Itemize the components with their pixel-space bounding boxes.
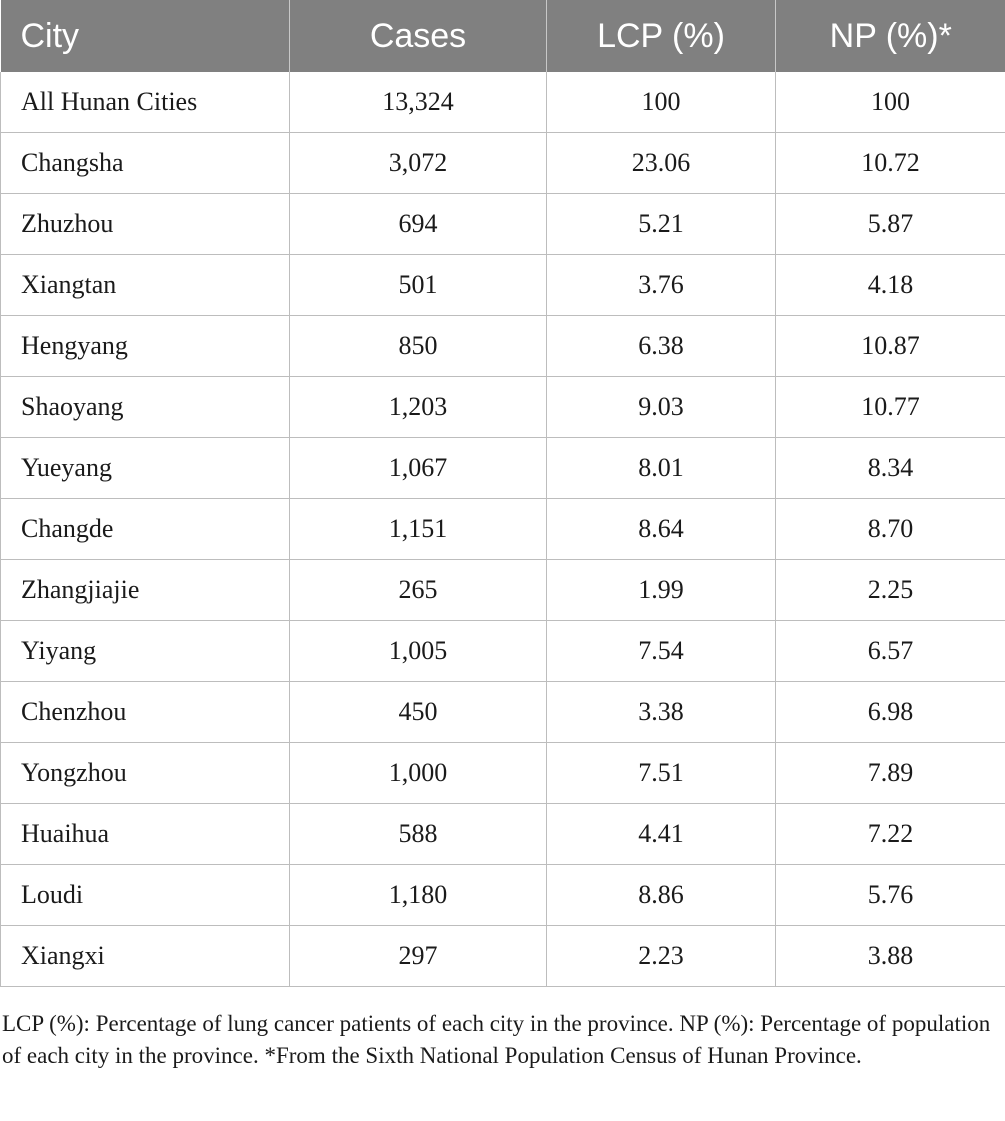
- table-row: [1, 804, 1005, 865]
- header-row: [1, 0, 1005, 72]
- cell-lcp: 8.64: [547, 499, 776, 560]
- cell-np: 6.57: [776, 621, 1005, 682]
- cell-cases: 1,067: [290, 438, 547, 499]
- cell-cases: 501: [290, 255, 547, 316]
- cell-cases: 1,151: [290, 499, 547, 560]
- cell-lcp: 6.38: [547, 316, 776, 377]
- table-header: [1, 0, 1005, 72]
- cell-np: 3.88: [776, 926, 1005, 987]
- table-body: [1, 72, 1005, 987]
- cell-cases: 694: [290, 194, 547, 255]
- cell-cases: 450: [290, 682, 547, 743]
- cell-np: 8.70: [776, 499, 1005, 560]
- table-row: [1, 499, 1005, 560]
- cell-lcp: 2.23: [547, 926, 776, 987]
- cell-city: Yongzhou: [1, 743, 290, 804]
- table-footnote: LCP (%): Percentage of lung cancer patients of each city in the province. NP (%): Percentage of population of each city in the province. *From the Sixth National Population Census of Hunan Province.: [2, 1011, 991, 1068]
- header-lcp: LCP (%): [547, 0, 776, 72]
- table-row: [1, 560, 1005, 621]
- cell-city: Yueyang: [1, 438, 290, 499]
- cell-np: 2.25: [776, 560, 1005, 621]
- cell-np: 7.22: [776, 804, 1005, 865]
- cell-cases: 850: [290, 316, 547, 377]
- cell-cases: 588: [290, 804, 547, 865]
- cell-lcp: 9.03: [547, 377, 776, 438]
- table-row: [1, 438, 1005, 499]
- cell-city: Changsha: [1, 133, 290, 194]
- table-row: [1, 316, 1005, 377]
- cell-cases: 3,072: [290, 133, 547, 194]
- cell-city: Zhuzhou: [1, 194, 290, 255]
- cell-lcp: 7.54: [547, 621, 776, 682]
- cell-city: Yiyang: [1, 621, 290, 682]
- cell-np: 8.34: [776, 438, 1005, 499]
- cell-np: 7.89: [776, 743, 1005, 804]
- cell-cases: 297: [290, 926, 547, 987]
- cell-city: Huaihua: [1, 804, 290, 865]
- table-row: [1, 194, 1005, 255]
- cell-np: 100: [776, 72, 1005, 133]
- cell-lcp: 5.21: [547, 194, 776, 255]
- cell-lcp: 23.06: [547, 133, 776, 194]
- cell-city: Xiangxi: [1, 926, 290, 987]
- table-row: [1, 621, 1005, 682]
- cell-city: Shaoyang: [1, 377, 290, 438]
- cell-city: Loudi: [1, 865, 290, 926]
- cell-city: Chenzhou: [1, 682, 290, 743]
- cell-lcp: 8.01: [547, 438, 776, 499]
- table-row: [1, 926, 1005, 987]
- cell-cases: 1,180: [290, 865, 547, 926]
- cell-lcp: 3.38: [547, 682, 776, 743]
- cell-np: 10.77: [776, 377, 1005, 438]
- table-row: [1, 682, 1005, 743]
- table-row: [1, 133, 1005, 194]
- cell-np: 5.76: [776, 865, 1005, 926]
- cell-lcp: 1.99: [547, 560, 776, 621]
- cell-city: All Hunan Cities: [1, 72, 290, 133]
- cell-cases: 13,324: [290, 72, 547, 133]
- header-city: City: [1, 0, 290, 72]
- cell-cases: 1,000: [290, 743, 547, 804]
- table-row: [1, 377, 1005, 438]
- cell-np: 10.87: [776, 316, 1005, 377]
- header-cases: Cases: [290, 0, 547, 72]
- cell-lcp: 7.51: [547, 743, 776, 804]
- cell-city: Hengyang: [1, 316, 290, 377]
- cell-lcp: 100: [547, 72, 776, 133]
- cell-city: Zhangjiajie: [1, 560, 290, 621]
- cell-np: 10.72: [776, 133, 1005, 194]
- cell-lcp: 3.76: [547, 255, 776, 316]
- cell-cases: 265: [290, 560, 547, 621]
- cell-cases: 1,203: [290, 377, 547, 438]
- table-row: [1, 72, 1005, 133]
- cell-lcp: 4.41: [547, 804, 776, 865]
- cell-cases: 1,005: [290, 621, 547, 682]
- header-np: NP (%)*: [776, 0, 1005, 72]
- table-row: [1, 255, 1005, 316]
- table-row: [1, 743, 1005, 804]
- table-row: [1, 865, 1005, 926]
- cell-city: Changde: [1, 499, 290, 560]
- cell-np: 4.18: [776, 255, 1005, 316]
- cell-np: 6.98: [776, 682, 1005, 743]
- cell-lcp: 8.86: [547, 865, 776, 926]
- cell-np: 5.87: [776, 194, 1005, 255]
- cell-city: Xiangtan: [1, 255, 290, 316]
